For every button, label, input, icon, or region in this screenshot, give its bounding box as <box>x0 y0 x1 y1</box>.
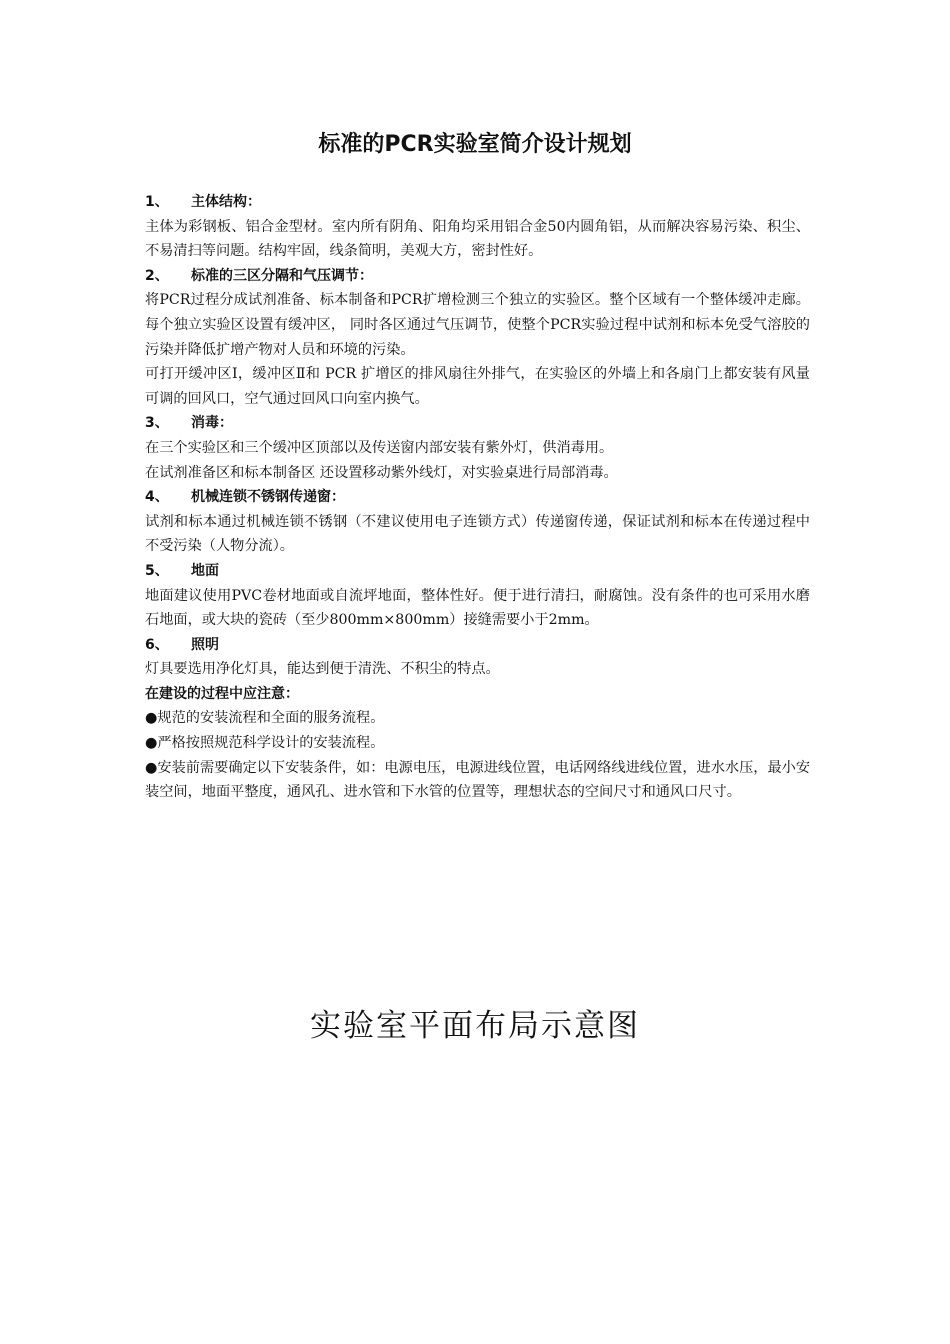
figure-title: 实验室平面布局示意图 <box>310 1008 640 1044</box>
note-item: ●严格按照规范科学设计的安装流程。 <box>145 735 385 752</box>
section-heading-3 <box>145 411 810 436</box>
notes-heading: 在建设的过程中应注意： <box>145 685 299 702</box>
section-number: 2、 <box>145 267 169 284</box>
section-number: 6、 <box>145 636 169 653</box>
document-title: 标准的PCR实验室简介设计规划 <box>318 132 632 157</box>
section-paragraph: 将PCR过程分成试剂准备、标本制备和PCR扩增检测三个独立的实验区。整个区域有一个整体缓冲走廊。每个独立实验区设置有缓冲区， 同时各区通过气压调节，使整个PCR实验过程中试剂和标本免受气溶胶的污染并降低扩增产物对人员和环境的污染。 <box>145 292 810 358</box>
section-number: 4、 <box>145 489 169 506</box>
document-body <box>145 190 810 805</box>
section-paragraph: 灯具要选用净化灯具，能达到便于清洗、不积尘的特点。 <box>145 661 500 678</box>
note-item: ●规范的安装流程和全面的服务流程。 <box>145 710 385 727</box>
section-heading-text: 机械连锁不锈钢传递窗： <box>191 489 345 506</box>
section-heading-4 <box>145 485 810 510</box>
section-heading-text: 地面 <box>191 562 219 579</box>
section-number: 1、 <box>145 194 169 210</box>
section-heading-text: 标准的三区分隔和气压调节： <box>191 267 373 284</box>
section-heading-6 <box>145 633 810 658</box>
section-heading-text: 主体结构： <box>191 194 261 210</box>
section-paragraph: 可打开缓冲区Ⅰ，缓冲区Ⅱ和 PCR 扩增区的排风扇往外排气，在实验区的外墙上和各扇门上都安装有风量可调的回风口，空气通过回风口向室内换气。 <box>145 366 810 407</box>
section-heading-5 <box>145 559 810 584</box>
section-paragraph: 主体为彩钢板、铝合金型材。室内所有阴角、阳角均采用铝合金50内圆角铝，从而解决容易污染、积尘、不易清扫等问题。结构牢固，线条简明，美观大方，密封性好。 <box>145 218 810 260</box>
section-heading-text: 照明 <box>191 636 219 653</box>
section-heading-text: 消毒： <box>191 415 233 432</box>
section-heading-2 <box>145 264 810 289</box>
section-paragraph: 在试剂准备区和标本制备区 还设置移动紫外线灯，对实验桌进行局部消毒。 <box>145 464 618 481</box>
section-heading-1 <box>145 190 810 215</box>
section-paragraph: 地面建议使用PVC卷材地面或自流坪地面，整体性好。便于进行清扫，耐腐蚀。没有条件的也可采用水磨石地面，或大块的瓷砖（至少800mm×800mm）接缝需要小于2mm。 <box>145 587 810 629</box>
section-number: 5、 <box>145 562 169 579</box>
note-item: ●安装前需要确定以下安装条件，如：电源电压，电源进线位置，电话网络线进线位置，进水水压，最小安装空间，地面平整度，通风孔、进水管和下水管的位置等，理想状态的空间尺寸和通风口尺寸。 <box>145 759 811 801</box>
section-paragraph: 试剂和标本通过机械连锁不锈钢（不建议使用电子连锁方式）传递窗传递，保证试剂和标本在传递过程中不受污染（人物分流）。 <box>145 513 810 555</box>
section-number: 3、 <box>145 415 169 432</box>
section-paragraph: 在三个实验区和三个缓冲区顶部以及传送窗内部安装有紫外灯，供消毒用。 <box>145 439 614 456</box>
